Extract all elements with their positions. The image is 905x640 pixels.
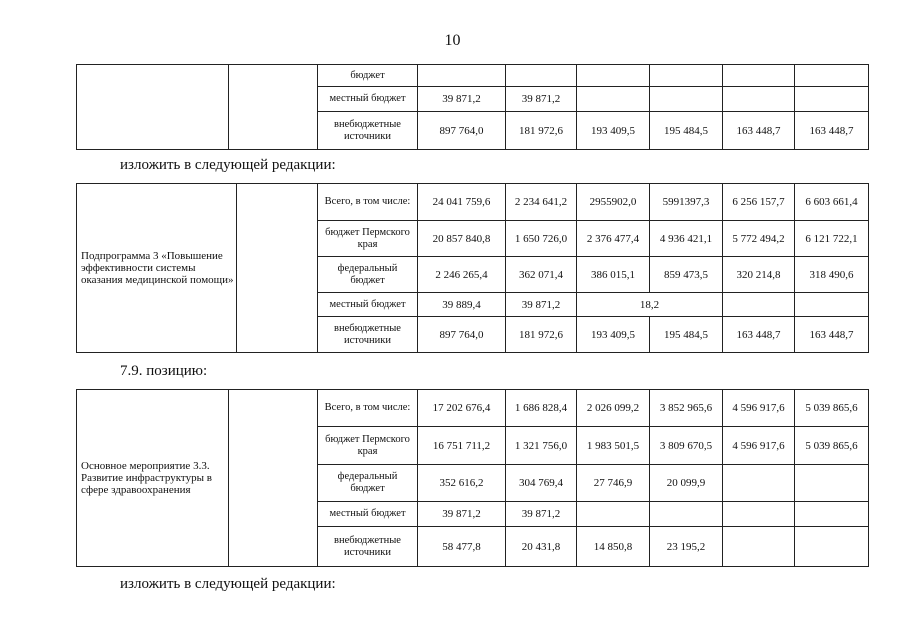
- value-cell: 20 099,9: [650, 465, 723, 502]
- value-cell: 897 764,0: [418, 112, 506, 150]
- value-cell: 352 616,2: [418, 465, 506, 502]
- value-cell: 3 852 965,6: [650, 390, 723, 427]
- value-cell: [723, 65, 795, 87]
- value-cell: 1 686 828,4: [506, 390, 577, 427]
- instruction-text: изложить в следующей редакции:: [120, 576, 336, 592]
- value-cell: 20 857 840,8: [418, 221, 506, 257]
- value-cell: [650, 65, 723, 87]
- budget-table-1: [76, 64, 869, 150]
- value-cell: [577, 87, 650, 112]
- source-cell: внебюджетные источники: [318, 112, 418, 150]
- value-cell: 39 871,2: [506, 502, 577, 527]
- source-cell: бюджет: [318, 65, 418, 87]
- value-cell: 304 769,4: [506, 465, 577, 502]
- instruction-text: изложить в следующей редакции:: [120, 157, 336, 173]
- executor-cell: [237, 184, 318, 353]
- value-cell: 1 650 726,0: [506, 221, 577, 257]
- source-cell: местный бюджет: [318, 87, 418, 112]
- value-cell: 318 490,6: [795, 257, 869, 293]
- value-cell: [795, 527, 869, 567]
- value-cell: [795, 465, 869, 502]
- budget-table-2: [76, 183, 869, 353]
- value-cell: 2 026 099,2: [577, 390, 650, 427]
- source-cell: внебюджетные источники: [318, 527, 418, 567]
- value-cell: 39 871,2: [418, 87, 506, 112]
- value-cell: [723, 465, 795, 502]
- value-cell: [795, 87, 869, 112]
- value-cell: 4 936 421,1: [650, 221, 723, 257]
- value-cell: 23 195,2: [650, 527, 723, 567]
- value-cell: [723, 293, 795, 317]
- value-cell: [723, 502, 795, 527]
- value-cell: 163 448,7: [795, 317, 869, 353]
- value-cell: [795, 502, 869, 527]
- value-cell: 362 071,4: [506, 257, 577, 293]
- value-cell: 17 202 676,4: [418, 390, 506, 427]
- value-cell: 20 431,8: [506, 527, 577, 567]
- value-cell: 1 983 501,5: [577, 427, 650, 465]
- value-cell: 859 473,5: [650, 257, 723, 293]
- value-cell: 39 871,2: [506, 87, 577, 112]
- activity-name: Основное мероприятие 3.3. Развитие инфраструктуры в сфере здравоохранения: [77, 390, 229, 567]
- value-cell: 39 889,4: [418, 293, 506, 317]
- value-cell: 2 376 477,4: [577, 221, 650, 257]
- value-cell: [577, 65, 650, 87]
- value-cell: 181 972,6: [506, 317, 577, 353]
- source-cell: местный бюджет: [318, 293, 418, 317]
- source-cell: Всего, в том числе:: [318, 184, 418, 221]
- value-cell: 39 871,2: [418, 502, 506, 527]
- value-cell: 5 039 865,6: [795, 390, 869, 427]
- value-cell: 2 246 265,4: [418, 257, 506, 293]
- value-cell: 2 234 641,2: [506, 184, 577, 221]
- value-cell: 6 603 661,4: [795, 184, 869, 221]
- value-cell: [723, 87, 795, 112]
- value-cell: [795, 65, 869, 87]
- value-cell: 193 409,5: [577, 317, 650, 353]
- value-cell: 24 041 759,6: [418, 184, 506, 221]
- value-cell: 14 850,8: [577, 527, 650, 567]
- value-cell: 27 746,9: [577, 465, 650, 502]
- source-cell: внебюджетные источники: [318, 317, 418, 353]
- value-cell: 163 448,7: [723, 317, 795, 353]
- source-cell: бюджет Пермского края: [318, 427, 418, 465]
- executor-cell: [229, 390, 318, 567]
- value-cell: [650, 502, 723, 527]
- source-cell: местный бюджет: [318, 502, 418, 527]
- value-cell: 163 448,7: [795, 112, 869, 150]
- source-cell: бюджет Пермского края: [318, 221, 418, 257]
- value-cell: 4 596 917,6: [723, 390, 795, 427]
- value-cell: 39 871,2: [506, 293, 577, 317]
- value-cell: 6 121 722,1: [795, 221, 869, 257]
- name-cell: [77, 65, 229, 150]
- table-row: [77, 65, 869, 87]
- value-cell: [723, 527, 795, 567]
- value-cell: 386 015,1: [577, 257, 650, 293]
- subprogram-name: Подпрограмма 3 «Повышение эффективности системы оказания медицинской помощи»: [77, 184, 237, 353]
- value-cell: 58 477,8: [418, 527, 506, 567]
- page-number: 10: [444, 32, 461, 49]
- value-cell: 16 751 711,2: [418, 427, 506, 465]
- value-cell: 18,2: [577, 293, 723, 317]
- value-cell: 193 409,5: [577, 112, 650, 150]
- value-cell: [418, 65, 506, 87]
- instruction-text: 7.9. позицию:: [120, 363, 208, 379]
- value-cell: 5 772 494,2: [723, 221, 795, 257]
- table-row: [77, 390, 869, 427]
- value-cell: [795, 293, 869, 317]
- value-cell: 5991397,3: [650, 184, 723, 221]
- executor-cell: [229, 65, 318, 150]
- value-cell: 181 972,6: [506, 112, 577, 150]
- value-cell: 897 764,0: [418, 317, 506, 353]
- value-cell: [506, 65, 577, 87]
- value-cell: 195 484,5: [650, 317, 723, 353]
- value-cell: 4 596 917,6: [723, 427, 795, 465]
- value-cell: 163 448,7: [723, 112, 795, 150]
- source-cell: Всего, в том числе:: [318, 390, 418, 427]
- value-cell: 5 039 865,6: [795, 427, 869, 465]
- value-cell: [650, 87, 723, 112]
- value-cell: 1 321 756,0: [506, 427, 577, 465]
- value-cell: 3 809 670,5: [650, 427, 723, 465]
- source-cell: федеральный бюджет: [318, 465, 418, 502]
- value-cell: [577, 502, 650, 527]
- source-cell: федеральный бюджет: [318, 257, 418, 293]
- value-cell: 6 256 157,7: [723, 184, 795, 221]
- value-cell: 195 484,5: [650, 112, 723, 150]
- value-cell: 2955902,0: [577, 184, 650, 221]
- budget-table-3: [76, 389, 869, 567]
- table-row: [77, 184, 869, 221]
- value-cell: 320 214,8: [723, 257, 795, 293]
